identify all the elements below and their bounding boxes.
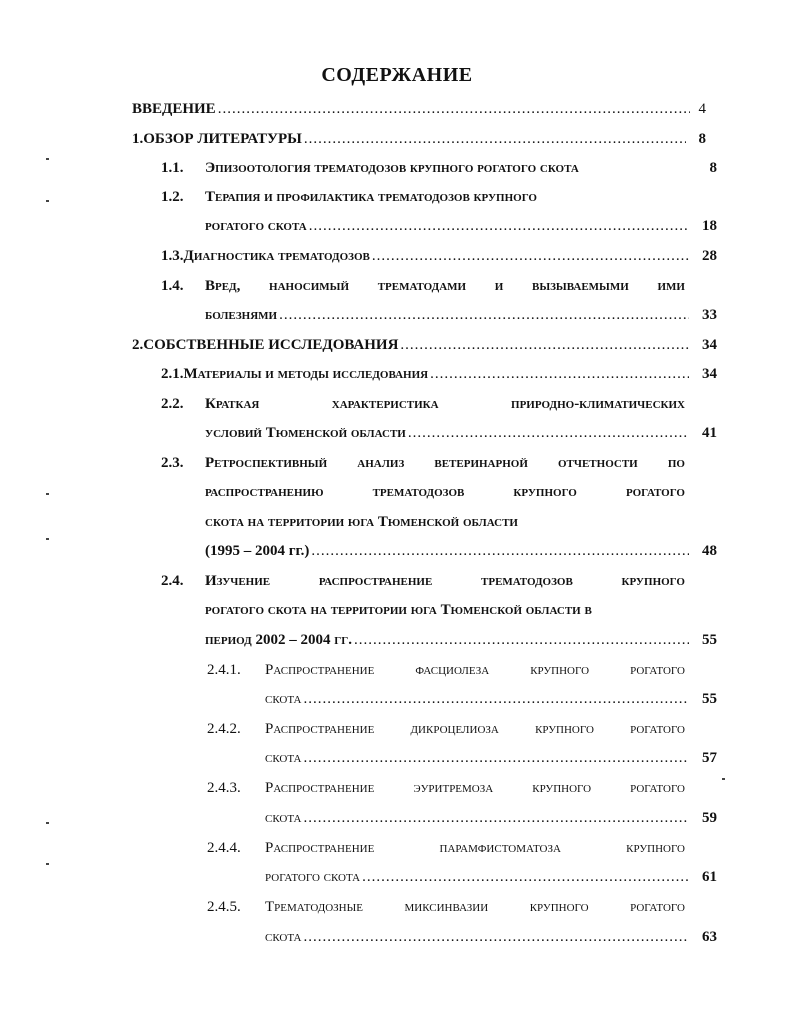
word: природно-климатических [511, 396, 685, 412]
toc-page-number: 18 [702, 218, 717, 234]
toc-entry-title-line: скота на территории юга Тюменской области [205, 514, 518, 530]
scan-speck [46, 200, 49, 202]
toc-page-number: 59 [702, 810, 717, 826]
toc-entry-2-2 [161, 394, 717, 414]
word: Распространение [265, 840, 375, 856]
toc-page-number: 33 [702, 307, 717, 323]
toc-entry-2-4-line3 [205, 630, 717, 650]
toc-page-number: 57 [702, 750, 717, 766]
scan-speck [46, 158, 49, 160]
scan-speck [722, 778, 725, 780]
toc-entry-title-line [205, 453, 685, 473]
toc-entry-2-3 [161, 453, 717, 473]
leader-dots [311, 541, 689, 561]
toc-entry-2-3-line2 [205, 482, 685, 502]
toc-entry-number: 2. [132, 337, 144, 353]
toc-entry-title: Материалы и методы исследования [183, 366, 429, 382]
toc-page-number: 8 [709, 160, 717, 176]
toc-entry-title-line: Терапия и профилактика трематодозов крупного [205, 189, 537, 205]
word: ими [657, 278, 685, 294]
toc-entry-2-4-line2 [205, 600, 717, 620]
toc-entry-title-line: скота [265, 810, 302, 826]
toc-entry-number: 2.4. [161, 573, 184, 589]
toc-entry-number: 2.4.5. [207, 899, 241, 915]
word: отчетности [558, 455, 638, 471]
word: рогатого [630, 721, 685, 737]
leader-dots [309, 216, 689, 236]
leader-dots [304, 129, 686, 149]
toc-entry-number: 2.2. [161, 396, 184, 412]
toc-entry-title-line: скота [265, 691, 302, 707]
toc-entry-title: Диагностика трематодозов [183, 248, 370, 264]
toc-entry-2-4-4 [207, 838, 717, 858]
toc-entry-2-4-4-cont [265, 867, 717, 887]
scan-speck [46, 863, 49, 865]
toc-entry-title-line: рогатого скота [265, 869, 361, 885]
word: парамфистоматоза [439, 840, 561, 856]
toc-entry-2-4-2-cont [265, 748, 717, 768]
toc-entry-title-line [205, 571, 685, 591]
leader-dots [354, 630, 689, 650]
toc-entry-title-line: рогатого скота [205, 218, 307, 234]
toc-entry-number: 2.4.4. [207, 840, 241, 856]
toc-entry-2-4-2 [207, 719, 717, 739]
leader-dots [303, 748, 689, 768]
leader-dots [303, 689, 689, 709]
toc-entry-number: 1.4. [161, 278, 184, 294]
word: ветеринарной [434, 455, 528, 471]
word: Вред, [205, 278, 241, 294]
word: Распространение [265, 721, 375, 737]
toc-entry-title-line: скота [265, 929, 302, 945]
toc-entry-intro [132, 99, 706, 119]
toc-page-number: 41 [702, 425, 717, 441]
word: трематодозов [481, 573, 573, 589]
leader-dots [279, 305, 689, 325]
toc-entry-1-3 [161, 246, 717, 266]
toc-entry-title-line: период 2002 – 2004 гг. [205, 632, 352, 648]
toc-entry-chapter-2 [132, 335, 717, 355]
word: Распространение [265, 662, 375, 678]
toc-entry-title: Эпизоотология трематодозов крупного рогатого скота [205, 160, 579, 176]
word: крупного [621, 573, 685, 589]
toc-entry-2-2-cont [205, 423, 717, 443]
toc-entry-number: 1.1. [161, 160, 184, 176]
toc-entry-2-1 [161, 364, 717, 384]
toc-entry-2-3-line4 [205, 541, 717, 561]
toc-page-number: 34 [702, 337, 717, 353]
word: Краткая [205, 396, 260, 412]
toc-entry-title-line [205, 482, 685, 502]
scan-speck [46, 822, 49, 824]
word: наносимый [269, 278, 350, 294]
toc-entry-title: СОБСТВЕННЫЕ ИССЛЕДОВАНИЯ [143, 337, 399, 353]
toc-page-number: 63 [702, 929, 717, 945]
word: рогатого [630, 780, 685, 796]
toc-entry-number: 1.3. [161, 248, 184, 264]
word: трематодами [377, 278, 467, 294]
toc-entry-chapter-1 [132, 129, 706, 149]
word: крупного [532, 780, 592, 796]
leader-dots [372, 246, 689, 266]
word: характеристика [331, 396, 439, 412]
toc-entry-title: ВВЕДЕНИЕ [132, 101, 216, 117]
word: миксинвазии [404, 899, 489, 915]
word: крупного [513, 484, 577, 500]
toc-entry-2-3-line3 [205, 512, 717, 532]
toc-entry-number: 2.4.3. [207, 780, 241, 796]
toc-entry-1-2-cont [205, 216, 717, 236]
toc-entry-title-line: скота [265, 750, 302, 766]
leader-dots [430, 364, 689, 384]
scan-speck [46, 493, 49, 495]
leader-dots [408, 423, 689, 443]
word: крупного [535, 721, 594, 737]
word: эуритремоза [413, 780, 494, 796]
toc-entry-1-4-cont [205, 305, 717, 325]
toc-entry-number: 2.3. [161, 455, 184, 471]
leader-dots [303, 808, 689, 828]
page-title: СОДЕРЖАНИЕ [321, 64, 473, 86]
toc-entry-title: ОБЗОР ЛИТЕРАТУРЫ [143, 131, 302, 147]
toc-page-number: 61 [702, 869, 717, 885]
toc-entry-number: 1. [132, 131, 144, 147]
leader-dots [362, 867, 689, 887]
toc-entry-1-1 [161, 158, 717, 178]
toc-entry-number: 2.1. [161, 366, 184, 382]
toc-page-number: 4 [698, 101, 706, 117]
word: Распространение [265, 780, 375, 796]
word: Изучение [205, 573, 271, 589]
toc-page-number: 8 [698, 131, 706, 147]
word: крупного [626, 840, 685, 856]
toc-page-number: 55 [702, 691, 717, 707]
word: распространению [205, 484, 324, 500]
toc-entry-title-line: (1995 – 2004 гг.) [205, 543, 310, 559]
toc-entry-2-4-5 [207, 897, 717, 917]
word: по [667, 455, 685, 471]
word: и [494, 278, 504, 294]
leader-dots [303, 927, 689, 947]
leader-dots [400, 335, 689, 355]
toc-entry-2-4-3 [207, 778, 717, 798]
toc-entry-title-line [265, 719, 685, 739]
toc-entry-title-line [265, 838, 685, 858]
toc-entry-title-line [265, 778, 685, 798]
word: крупного [530, 662, 590, 678]
toc-page-number: 34 [702, 366, 717, 382]
toc-entry-number: 2.4.2. [207, 721, 241, 737]
toc-entry-title-line: условий Тюменской области [205, 425, 406, 441]
toc-entry-title-line [205, 394, 685, 414]
toc-entry-2-4-1-cont [265, 689, 717, 709]
word: фасциолеза [415, 662, 490, 678]
leader-dots [218, 99, 690, 119]
toc-entry-1-2 [161, 187, 717, 207]
toc-page-number: 48 [702, 543, 717, 559]
scan-speck [46, 538, 49, 540]
word: рогатого [625, 484, 685, 500]
word: дикроцелиоза [410, 721, 499, 737]
toc-entry-number: 1.2. [161, 189, 184, 205]
word: анализ [357, 455, 405, 471]
toc-entry-title-line [265, 660, 685, 680]
word: вызываемыми [531, 278, 629, 294]
toc-entry-title-line: рогатого скота на территории юга Тюменской области в [205, 602, 592, 618]
word: распространение [318, 573, 433, 589]
toc-page-number: 28 [702, 248, 717, 264]
toc-entry-number: 2.4.1. [207, 662, 241, 678]
toc-entry-2-4 [161, 571, 717, 591]
word: Трематодозные [265, 899, 363, 915]
toc-entry-1-4 [161, 276, 717, 296]
toc-entry-title-line [205, 276, 685, 296]
toc-entry-2-4-1 [207, 660, 717, 680]
word: трематодозов [372, 484, 465, 500]
toc-page-number: 55 [702, 632, 717, 648]
word: рогатого [630, 899, 685, 915]
toc-entry-2-4-3-cont [265, 808, 717, 828]
word: рогатого [630, 662, 685, 678]
toc-entry-2-4-5-cont [265, 927, 717, 947]
toc-entry-title-line [265, 897, 685, 917]
word: крупного [529, 899, 589, 915]
word: Ретроспективный [205, 455, 328, 471]
toc-entry-title-line: болезнями [205, 307, 278, 323]
